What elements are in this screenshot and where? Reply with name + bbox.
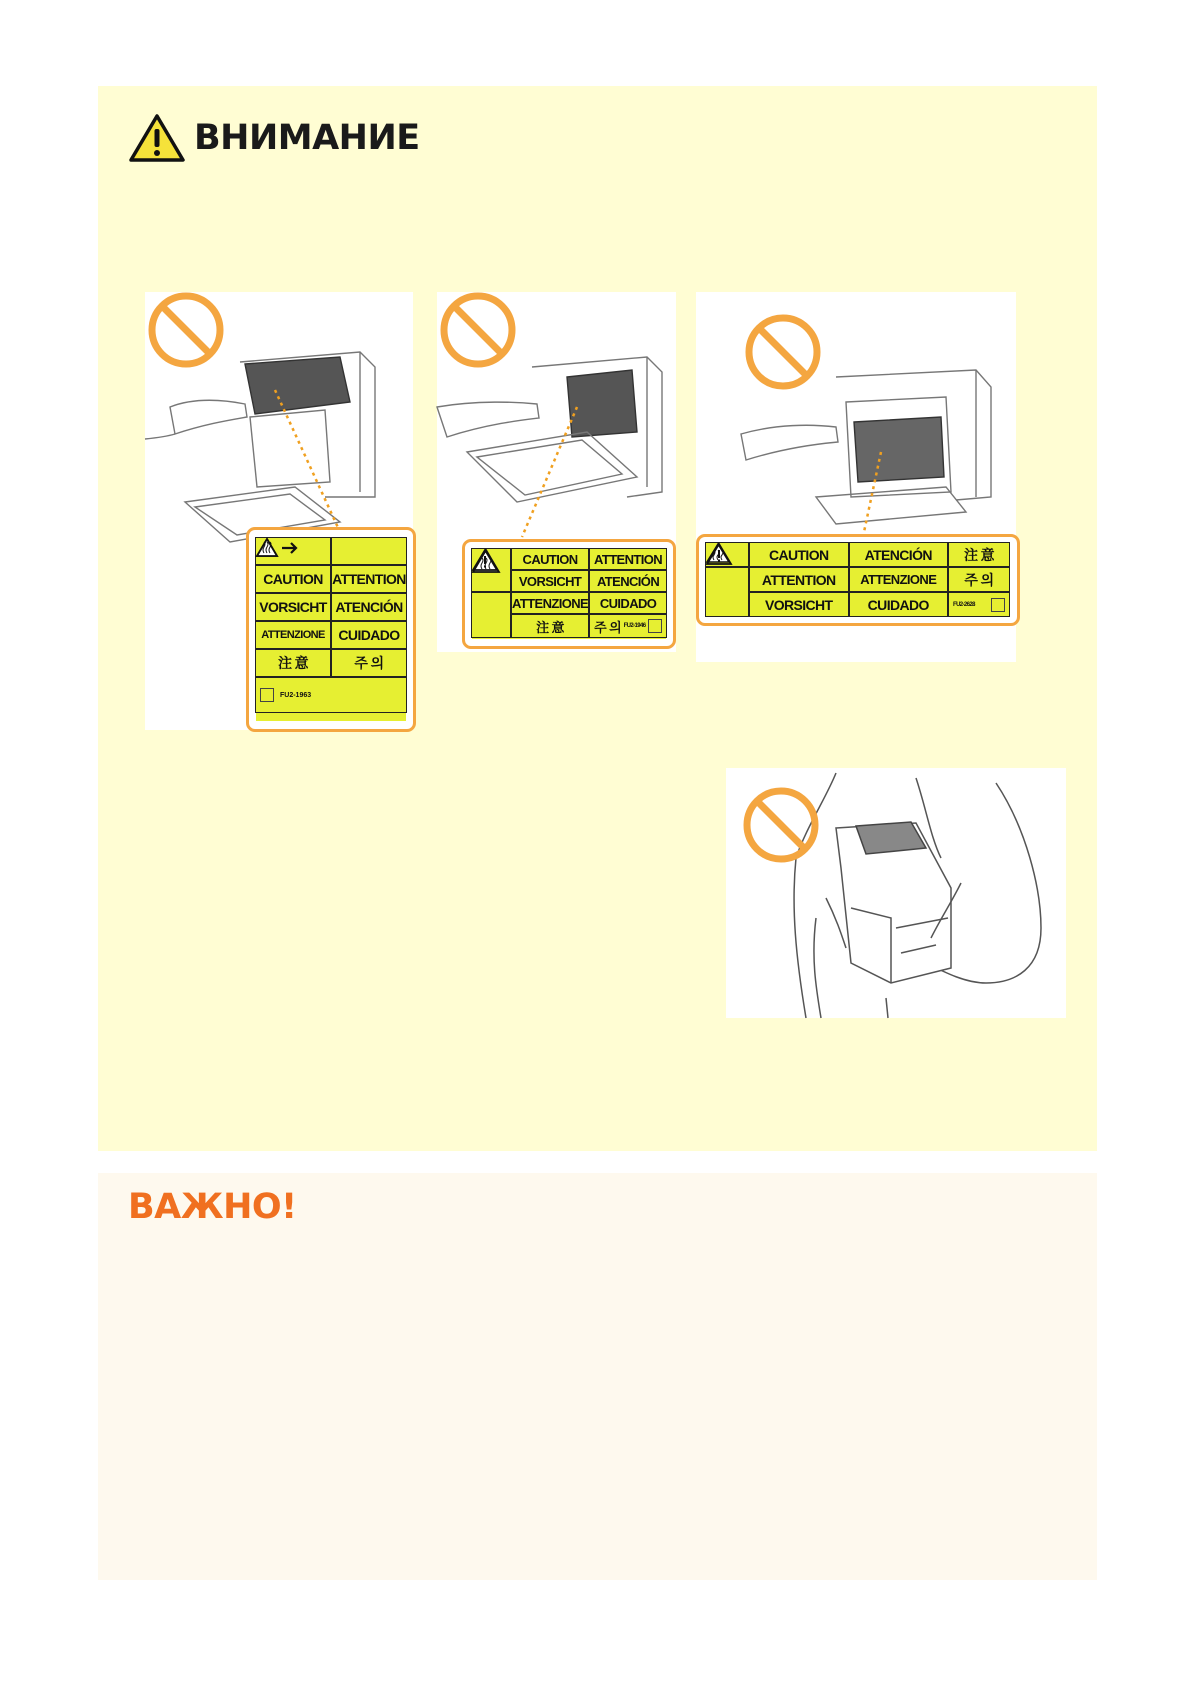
prohibition-icon xyxy=(749,318,817,386)
label-code: FU2-1963 xyxy=(280,691,312,699)
label-text: ATENCIÓN xyxy=(590,571,666,591)
warning-label-1 xyxy=(246,527,416,732)
important-title: ВАЖНО! xyxy=(128,1187,297,1227)
caution-section xyxy=(98,86,1097,1151)
label-code: FU2-2628 xyxy=(953,601,975,608)
prohibition-icon xyxy=(152,296,220,364)
figure-carrying-printer xyxy=(726,768,1066,1018)
label-text: CUIDADO xyxy=(332,622,406,648)
label-text: CAUTION xyxy=(256,566,330,592)
label-text: ATTENTION xyxy=(332,566,406,592)
carrying-illustration xyxy=(726,768,1066,1018)
prohibition-icon xyxy=(747,791,815,859)
warning-label-3 xyxy=(696,534,1020,626)
label-text: 注 意 xyxy=(512,615,588,637)
caution-title: ВНИМАНИЕ xyxy=(194,118,420,158)
label-text: ATTENTION xyxy=(590,549,666,569)
label-text: ATTENZIONE xyxy=(256,622,330,648)
warning-label-2 xyxy=(462,539,676,649)
label-text: ATTENZIONE xyxy=(512,593,588,613)
label-text: VORSICHT xyxy=(256,594,330,620)
label-text: VORSICHT xyxy=(512,571,588,591)
label-warning-icon xyxy=(472,593,510,637)
label-code: FU2-1946 xyxy=(623,623,646,629)
label-text: ATENCIÓN xyxy=(332,594,406,620)
label-text: 주 의 xyxy=(594,619,622,635)
label-code-row xyxy=(256,678,406,712)
label-text: ATTENTION xyxy=(750,568,848,591)
label-text: CAUTION xyxy=(512,549,588,569)
caution-header xyxy=(128,116,420,160)
label-hot-surface-icon xyxy=(332,538,406,564)
label-text: VORSICHT xyxy=(750,593,848,616)
warning-triangle-icon xyxy=(128,113,186,163)
figure-rear-cover-open-3 xyxy=(696,292,1016,662)
figure-rear-cover-open-1 xyxy=(145,292,413,730)
label-text: CAUTION xyxy=(750,543,848,566)
label-warning-icon xyxy=(706,568,748,616)
label-text: ATTENZIONE xyxy=(850,568,948,591)
important-section xyxy=(98,1173,1097,1580)
label-text: 注 意 xyxy=(256,650,330,676)
label-text: 주 의 xyxy=(949,568,1009,591)
figure-rear-cover-open-2 xyxy=(437,292,676,652)
label-text: 注 意 xyxy=(949,543,1009,566)
label-text: CUIDADO xyxy=(590,593,666,613)
prohibition-icon xyxy=(444,296,512,364)
label-code-row xyxy=(590,615,666,637)
label-text: ATENCIÓN xyxy=(850,543,948,566)
label-text: 주 의 xyxy=(332,650,406,676)
label-code-row xyxy=(949,593,1009,616)
label-text: CUIDADO xyxy=(850,593,948,616)
